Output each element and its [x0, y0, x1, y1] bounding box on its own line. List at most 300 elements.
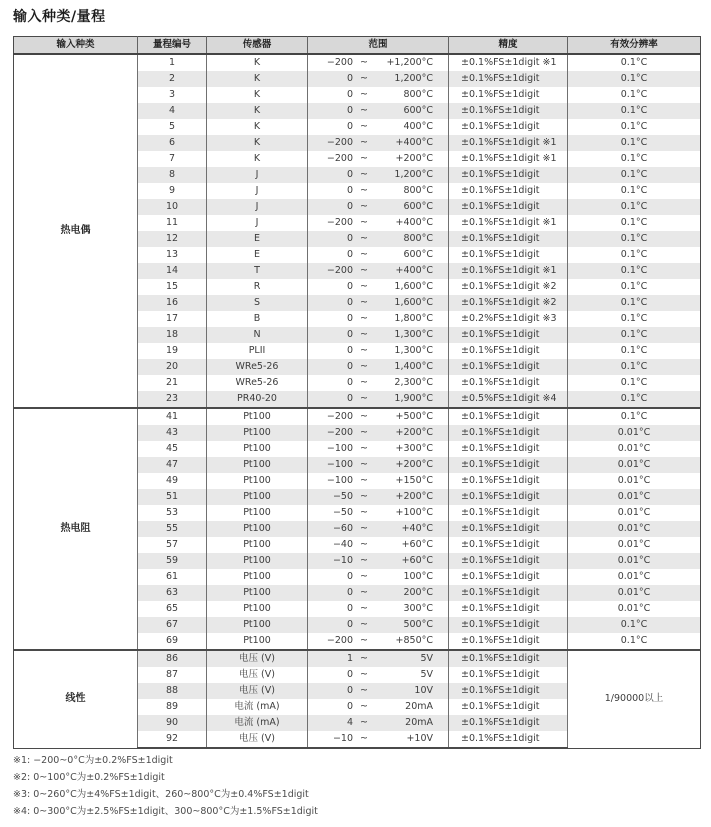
range-high: +60°C: [401, 555, 433, 566]
resolution-cell: 0.1°C: [568, 71, 701, 87]
range-tilde: ~: [360, 619, 368, 630]
resolution-cell: 0.1°C: [568, 215, 701, 231]
resolution-cell: 0.1°C: [568, 247, 701, 263]
resolution-cell: 0.01°C: [568, 569, 701, 585]
range-low: −50: [332, 507, 353, 518]
range-cell: [308, 699, 449, 715]
resolution-cell: 0.01°C: [568, 425, 701, 441]
range-number-cell: 13: [138, 247, 207, 263]
column-header-sensor: 传感器: [207, 37, 308, 55]
accuracy-cell: ±0.1%FS±1digit: [449, 633, 568, 650]
range-tilde: ~: [360, 137, 368, 148]
range-number-cell: 2: [138, 71, 207, 87]
footnotes: [13, 752, 318, 820]
range-cell: [308, 359, 449, 375]
range-high: 100°C: [403, 571, 433, 582]
range-cell: [308, 103, 449, 119]
column-header-input-type: 输入种类: [14, 37, 138, 55]
range-cell: [308, 473, 449, 489]
resolution-cell: 0.01°C: [568, 537, 701, 553]
sensor-cell: Pt100: [207, 457, 308, 473]
footnote: ※4: 0~300°C为±2.5%FS±1digit、300~800°C为±1.5%FS±1digit: [13, 806, 318, 817]
resolution-cell: 0.1°C: [568, 375, 701, 391]
range-tilde: ~: [360, 57, 368, 68]
resolution-cell: 0.1°C: [568, 311, 701, 327]
resolution-cell: 0.1°C: [568, 135, 701, 151]
range-low: 0: [346, 619, 353, 630]
range-number-cell: 5: [138, 119, 207, 135]
resolution-cell: 0.1°C: [568, 633, 701, 650]
range-tilde: ~: [360, 571, 368, 582]
sensor-cell: K: [207, 135, 308, 151]
table-row: [14, 650, 701, 667]
sensor-cell: WRe5-26: [207, 359, 308, 375]
range-low: 4: [346, 717, 353, 728]
accuracy-cell: ±0.1%FS±1digit ※2: [449, 295, 568, 311]
sensor-cell: 电压 (V): [207, 731, 308, 748]
range-number-cell: 65: [138, 601, 207, 617]
range-number-cell: 90: [138, 715, 207, 731]
range-high: 500°C: [403, 619, 433, 630]
range-high: +400°C: [395, 217, 433, 228]
sensor-cell: Pt100: [207, 521, 308, 537]
resolution-cell: 0.1°C: [568, 408, 701, 425]
resolution-cell: 0.1°C: [568, 617, 701, 633]
range-number-cell: 41: [138, 408, 207, 425]
resolution-cell: 0.1°C: [568, 391, 701, 408]
range-number-cell: 63: [138, 585, 207, 601]
range-number-cell: 17: [138, 311, 207, 327]
resolution-cell: 0.01°C: [568, 505, 701, 521]
range-tilde: ~: [360, 233, 368, 244]
accuracy-cell: ±0.1%FS±1digit: [449, 715, 568, 731]
range-tilde: ~: [360, 635, 368, 646]
range-high: 1,900°C: [394, 393, 433, 404]
range-tilde: ~: [360, 459, 368, 470]
resolution-cell: 0.1°C: [568, 151, 701, 167]
range-high: 800°C: [403, 185, 433, 196]
range-cell: [308, 521, 449, 537]
range-number-cell: 9: [138, 183, 207, 199]
accuracy-cell: ±0.2%FS±1digit ※3: [449, 311, 568, 327]
range-cell: [308, 199, 449, 215]
resolution-cell: 0.1°C: [568, 359, 701, 375]
range-low: 0: [346, 73, 353, 84]
range-number-cell: 21: [138, 375, 207, 391]
range-cell: [308, 167, 449, 183]
accuracy-cell: ±0.1%FS±1digit ※1: [449, 263, 568, 279]
range-high: +10V: [406, 733, 433, 744]
accuracy-cell: ±0.1%FS±1digit: [449, 119, 568, 135]
range-number-cell: 4: [138, 103, 207, 119]
input-type-group-label: 热电阻: [14, 408, 138, 650]
range-low: 0: [346, 169, 353, 180]
range-high: 1,300°C: [394, 345, 433, 356]
sensor-cell: N: [207, 327, 308, 343]
range-cell: [308, 505, 449, 521]
sensor-cell: 电压 (V): [207, 683, 308, 699]
sensor-cell: E: [207, 247, 308, 263]
range-tilde: ~: [360, 427, 368, 438]
accuracy-cell: ±0.1%FS±1digit: [449, 167, 568, 183]
range-tilde: ~: [360, 217, 368, 228]
range-number-cell: 59: [138, 553, 207, 569]
range-tilde: ~: [360, 201, 368, 212]
sensor-cell: T: [207, 263, 308, 279]
range-high: +200°C: [395, 153, 433, 164]
resolution-cell: 0.1°C: [568, 183, 701, 199]
range-high: 1,400°C: [394, 361, 433, 372]
accuracy-cell: ±0.1%FS±1digit: [449, 521, 568, 537]
range-tilde: ~: [360, 361, 368, 372]
range-number-cell: 89: [138, 699, 207, 715]
sensor-cell: K: [207, 103, 308, 119]
range-number-cell: 87: [138, 667, 207, 683]
range-high: 5V: [420, 669, 433, 680]
range-low: 0: [346, 685, 353, 696]
range-low: −10: [332, 555, 353, 566]
input-type-group-label: 热电偶: [14, 54, 138, 408]
range-number-cell: 23: [138, 391, 207, 408]
accuracy-cell: ±0.1%FS±1digit: [449, 87, 568, 103]
range-low: 0: [346, 121, 353, 132]
table-header-row: [14, 37, 701, 55]
resolution-cell: 0.1°C: [568, 103, 701, 119]
range-tilde: ~: [360, 491, 368, 502]
accuracy-cell: ±0.1%FS±1digit: [449, 489, 568, 505]
accuracy-cell: ±0.5%FS±1digit ※4: [449, 391, 568, 408]
range-cell: [308, 617, 449, 633]
range-high: +850°C: [395, 635, 433, 646]
resolution-merged-cell: 1/90000以上: [568, 650, 701, 748]
range-cell: [308, 151, 449, 167]
range-number-cell: 53: [138, 505, 207, 521]
range-low: 0: [346, 361, 353, 372]
column-header-accuracy: 精度: [449, 37, 568, 55]
range-number-cell: 14: [138, 263, 207, 279]
range-tilde: ~: [360, 733, 368, 744]
range-low: 0: [346, 329, 353, 340]
table-row: [14, 408, 701, 425]
sensor-cell: B: [207, 311, 308, 327]
sensor-cell: Pt100: [207, 537, 308, 553]
range-tilde: ~: [360, 653, 368, 664]
range-number-cell: 10: [138, 199, 207, 215]
range-low: 0: [346, 185, 353, 196]
range-cell: [308, 375, 449, 391]
sensor-cell: Pt100: [207, 408, 308, 425]
resolution-cell: 0.1°C: [568, 54, 701, 71]
column-header-resolution: 有效分辨率: [568, 37, 701, 55]
range-cell: [308, 183, 449, 199]
range-low: 0: [346, 669, 353, 680]
range-tilde: ~: [360, 169, 368, 180]
range-high: 400°C: [403, 121, 433, 132]
range-low: −200: [326, 153, 353, 164]
range-low: −200: [326, 57, 353, 68]
range-number-cell: 88: [138, 683, 207, 699]
range-high: +200°C: [395, 491, 433, 502]
range-tilde: ~: [360, 555, 368, 566]
sensor-cell: J: [207, 215, 308, 231]
range-cell: [308, 715, 449, 731]
range-cell: [308, 343, 449, 359]
sensor-cell: 电压 (V): [207, 650, 308, 667]
range-high: +400°C: [395, 137, 433, 148]
accuracy-cell: ±0.1%FS±1digit: [449, 569, 568, 585]
accuracy-cell: ±0.1%FS±1digit: [449, 473, 568, 489]
range-cell: [308, 215, 449, 231]
resolution-cell: 0.01°C: [568, 521, 701, 537]
range-number-cell: 69: [138, 633, 207, 650]
table-row: [14, 54, 701, 71]
accuracy-cell: ±0.1%FS±1digit ※1: [449, 215, 568, 231]
range-number-cell: 57: [138, 537, 207, 553]
resolution-cell: 0.01°C: [568, 553, 701, 569]
resolution-cell: 0.01°C: [568, 441, 701, 457]
range-high: 1,800°C: [394, 313, 433, 324]
range-number-cell: 86: [138, 650, 207, 667]
range-low: −200: [326, 411, 353, 422]
resolution-cell: 0.1°C: [568, 87, 701, 103]
range-tilde: ~: [360, 685, 368, 696]
resolution-cell: 0.1°C: [568, 119, 701, 135]
range-number-cell: 8: [138, 167, 207, 183]
range-low: 0: [346, 249, 353, 260]
resolution-cell: 0.1°C: [568, 263, 701, 279]
resolution-cell: 0.1°C: [568, 295, 701, 311]
sensor-cell: Pt100: [207, 425, 308, 441]
range-tilde: ~: [360, 603, 368, 614]
range-cell: [308, 425, 449, 441]
range-high: +400°C: [395, 265, 433, 276]
range-cell: [308, 553, 449, 569]
range-cell: [308, 667, 449, 683]
range-low: 0: [346, 297, 353, 308]
range-tilde: ~: [360, 717, 368, 728]
range-low: −200: [326, 217, 353, 228]
accuracy-cell: ±0.1%FS±1digit: [449, 71, 568, 87]
range-high: 600°C: [403, 249, 433, 260]
range-high: +300°C: [395, 443, 433, 454]
range-number-cell: 51: [138, 489, 207, 505]
sensor-cell: R: [207, 279, 308, 295]
range-low: −200: [326, 635, 353, 646]
range-cell: [308, 54, 449, 71]
sensor-cell: K: [207, 71, 308, 87]
range-low: 0: [346, 233, 353, 244]
range-high: 20mA: [405, 717, 433, 728]
column-header-range: 范围: [308, 37, 449, 55]
sensor-cell: 电压 (V): [207, 667, 308, 683]
range-low: 0: [346, 571, 353, 582]
range-cell: [308, 327, 449, 343]
range-tilde: ~: [360, 475, 368, 486]
range-high: +1,200°C: [386, 57, 433, 68]
range-number-cell: 43: [138, 425, 207, 441]
sensor-cell: J: [207, 183, 308, 199]
range-number-cell: 47: [138, 457, 207, 473]
range-low: −100: [326, 475, 353, 486]
accuracy-cell: ±0.1%FS±1digit: [449, 375, 568, 391]
sensor-cell: WRe5-26: [207, 375, 308, 391]
range-high: 800°C: [403, 233, 433, 244]
range-tilde: ~: [360, 669, 368, 680]
sensor-cell: Pt100: [207, 585, 308, 601]
sensor-cell: Pt100: [207, 441, 308, 457]
sensor-cell: PLII: [207, 343, 308, 359]
range-number-cell: 18: [138, 327, 207, 343]
accuracy-cell: ±0.1%FS±1digit: [449, 650, 568, 667]
sensor-cell: Pt100: [207, 569, 308, 585]
accuracy-cell: ±0.1%FS±1digit: [449, 441, 568, 457]
range-low: 0: [346, 603, 353, 614]
range-cell: [308, 408, 449, 425]
accuracy-cell: ±0.1%FS±1digit: [449, 327, 568, 343]
accuracy-cell: ±0.1%FS±1digit: [449, 553, 568, 569]
range-cell: [308, 135, 449, 151]
range-tilde: ~: [360, 153, 368, 164]
range-cell: [308, 537, 449, 553]
sensor-cell: Pt100: [207, 473, 308, 489]
sensor-cell: 电流 (mA): [207, 715, 308, 731]
range-high: +200°C: [395, 427, 433, 438]
resolution-cell: 0.1°C: [568, 167, 701, 183]
page-title: 输入种类/量程: [13, 9, 106, 25]
sensor-cell: J: [207, 199, 308, 215]
sensor-cell: E: [207, 231, 308, 247]
range-number-cell: 55: [138, 521, 207, 537]
accuracy-cell: ±0.1%FS±1digit ※1: [449, 54, 568, 71]
range-low: −60: [332, 523, 353, 534]
range-tilde: ~: [360, 523, 368, 534]
range-low: −200: [326, 265, 353, 276]
range-number-cell: 3: [138, 87, 207, 103]
range-number-cell: 61: [138, 569, 207, 585]
range-high: 1,600°C: [394, 297, 433, 308]
range-high: +500°C: [395, 411, 433, 422]
resolution-cell: 0.1°C: [568, 327, 701, 343]
range-tilde: ~: [360, 281, 368, 292]
range-cell: [308, 231, 449, 247]
range-low: −100: [326, 443, 353, 454]
range-cell: [308, 633, 449, 650]
range-cell: [308, 247, 449, 263]
range-high: 20mA: [405, 701, 433, 712]
range-low: 0: [346, 105, 353, 116]
range-tilde: ~: [360, 345, 368, 356]
range-tilde: ~: [360, 539, 368, 550]
footnote: ※3: 0~260°C为±4%FS±1digit、260~800°C为±0.4%FS±1digit: [13, 789, 309, 800]
range-tilde: ~: [360, 185, 368, 196]
range-number-cell: 49: [138, 473, 207, 489]
range-high: 600°C: [403, 105, 433, 116]
range-low: 1: [346, 653, 353, 664]
range-tilde: ~: [360, 297, 368, 308]
sensor-cell: K: [207, 151, 308, 167]
sensor-cell: Pt100: [207, 505, 308, 521]
range-low: −50: [332, 491, 353, 502]
sensor-cell: Pt100: [207, 617, 308, 633]
range-low: 0: [346, 587, 353, 598]
accuracy-cell: ±0.1%FS±1digit: [449, 667, 568, 683]
range-number-cell: 45: [138, 441, 207, 457]
accuracy-cell: ±0.1%FS±1digit ※2: [449, 279, 568, 295]
range-cell: [308, 391, 449, 408]
range-number-cell: 15: [138, 279, 207, 295]
range-high: +150°C: [395, 475, 433, 486]
range-low: 0: [346, 345, 353, 356]
resolution-cell: 0.1°C: [568, 343, 701, 359]
range-cell: [308, 650, 449, 667]
range-high: 300°C: [403, 603, 433, 614]
sensor-cell: Pt100: [207, 633, 308, 650]
accuracy-cell: ±0.1%FS±1digit: [449, 103, 568, 119]
range-tilde: ~: [360, 105, 368, 116]
range-high: 10V: [414, 685, 433, 696]
range-cell: [308, 279, 449, 295]
range-cell: [308, 87, 449, 103]
range-low: −100: [326, 459, 353, 470]
accuracy-cell: ±0.1%FS±1digit: [449, 183, 568, 199]
range-tilde: ~: [360, 329, 368, 340]
range-high: 200°C: [403, 587, 433, 598]
range-low: 0: [346, 393, 353, 404]
range-cell: [308, 71, 449, 87]
range-high: +100°C: [395, 507, 433, 518]
range-high: 1,600°C: [394, 281, 433, 292]
accuracy-cell: ±0.1%FS±1digit: [449, 537, 568, 553]
accuracy-cell: ±0.1%FS±1digit: [449, 247, 568, 263]
resolution-cell: 0.01°C: [568, 457, 701, 473]
sensor-cell: K: [207, 87, 308, 103]
resolution-cell: 0.01°C: [568, 585, 701, 601]
resolution-cell: 0.01°C: [568, 473, 701, 489]
range-high: +60°C: [401, 539, 433, 550]
range-low: 0: [346, 377, 353, 388]
column-header-range-no: 量程编号: [138, 37, 207, 55]
range-high: 5V: [420, 653, 433, 664]
range-tilde: ~: [360, 393, 368, 404]
range-low: 0: [346, 313, 353, 324]
accuracy-cell: ±0.1%FS±1digit: [449, 731, 568, 748]
footnote: ※2: 0~100°C为±0.2%FS±1digit: [13, 772, 165, 783]
range-low: 0: [346, 281, 353, 292]
accuracy-cell: ±0.1%FS±1digit: [449, 617, 568, 633]
footnote: ※1: −200~0°C为±0.2%FS±1digit: [13, 755, 173, 766]
range-tilde: ~: [360, 507, 368, 518]
accuracy-cell: ±0.1%FS±1digit: [449, 505, 568, 521]
sensor-cell: Pt100: [207, 553, 308, 569]
range-number-cell: 20: [138, 359, 207, 375]
range-high: 800°C: [403, 89, 433, 100]
range-number-cell: 6: [138, 135, 207, 151]
range-tilde: ~: [360, 89, 368, 100]
accuracy-cell: ±0.1%FS±1digit: [449, 699, 568, 715]
range-high: 1,200°C: [394, 73, 433, 84]
accuracy-cell: ±0.1%FS±1digit: [449, 343, 568, 359]
range-low: −40: [332, 539, 353, 550]
accuracy-cell: ±0.1%FS±1digit: [449, 601, 568, 617]
range-tilde: ~: [360, 701, 368, 712]
range-tilde: ~: [360, 411, 368, 422]
range-tilde: ~: [360, 73, 368, 84]
accuracy-cell: ±0.1%FS±1digit: [449, 231, 568, 247]
sensor-cell: K: [207, 119, 308, 135]
sensor-cell: PR40-20: [207, 391, 308, 408]
range-tilde: ~: [360, 377, 368, 388]
range-cell: [308, 731, 449, 748]
